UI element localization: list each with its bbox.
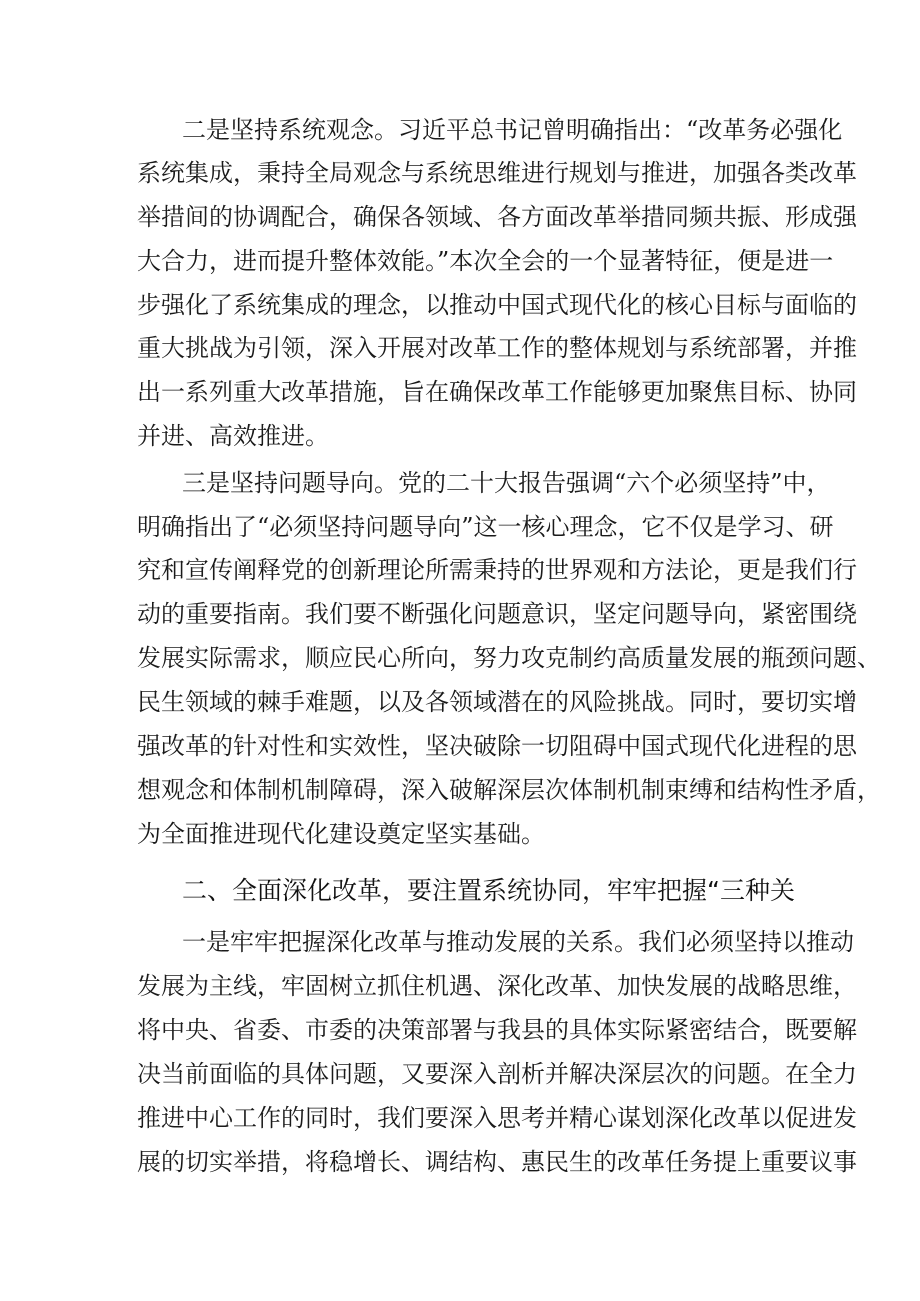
paragraph-1-line-7: 出一系列重大改革措施，旨在确保改革工作能够更加聚焦目标、协同 xyxy=(137,378,857,406)
paragraph-2-line-9: 为全面推进现代化建设奠定坚实基础。 xyxy=(137,820,545,848)
paragraph-3-line-3: 将中央、省委、市委的决策部署与我县的具体实际紧密结合，既要解 xyxy=(137,1016,857,1044)
paragraph-2-line-5: 发展实际需求，顺应民心所向，努力攻克制约高质量发展的瓶颈问题、 xyxy=(137,644,881,672)
paragraph-1-line-1: 二是坚持系统观念。习近平总书记曾明确指出：“改革务必强化 xyxy=(182,116,843,144)
paragraph-1-line-3: 举措间的协调配合，确保各领域、各方面改革举措同频共振、形成强 xyxy=(137,203,857,231)
paragraph-1-line-4: 大合力，进而提升整体效能。”本次全会的一个显著特征，便是进一 xyxy=(137,247,834,275)
paragraph-1-line-2: 系统集成，秉持全局观念与系统思维进行规划与推进，加强各类改革 xyxy=(137,159,857,187)
paragraph-2-line-3: 究和宣传阐释党的创新理论所需秉持的世界观和方法论，更是我们行 xyxy=(137,556,857,584)
paragraph-3-line-5: 推进中心工作的同时，我们要深入思考并精心谋划深化改革以促进发 xyxy=(137,1104,857,1132)
section-heading: 二、全面深化改革，要注置系统协同，牢牢把握“三种关 xyxy=(182,876,795,905)
paragraph-3-line-2: 发展为主线，牢固树立抓住机遇、深化改革、加快发展的战略思维， xyxy=(137,972,857,1000)
paragraph-2-line-7: 强改革的针对性和实效性，坚决破除一切阻碍中国式现代化进程的思 xyxy=(137,732,857,760)
paragraph-2-line-4: 动的重要指南。我们要不断强化问题意识，坚定问题导向，紧密围绕 xyxy=(137,600,857,628)
paragraph-3-line-1: 一是牢牢把握深化改革与推动发展的关系。我们必须坚持以推动 xyxy=(182,928,854,956)
paragraph-2-line-1: 三是坚持问题导向。党的二十大报告强调“六个必须坚持”中， xyxy=(182,469,831,497)
paragraph-1-line-5: 步强化了系统集成的理念，以推动中国式现代化的核心目标与面临的 xyxy=(137,291,857,319)
paragraph-3-line-6: 展的切实举措，将稳增长、调结构、惠民生的改革任务提上重要议事 xyxy=(137,1148,857,1176)
paragraph-2-line-8: 想观念和体制机制障碍，深入破解深层次体制机制束缚和结构性矛盾， xyxy=(137,776,881,804)
paragraph-2-line-6: 民生领域的棘手难题，以及各领域潜在的风险挑战。同时，要切实增 xyxy=(137,688,857,716)
paragraph-3-line-4: 决当前面临的具体问题，又要深入剖析并解决深层次的问题。在全力 xyxy=(137,1060,857,1088)
paragraph-2-line-2: 明确指出了“必须坚持问题导向”这一核心理念，它不仅是学习、研 xyxy=(137,513,834,541)
paragraph-1-line-6: 重大挑战为引领，深入开展对改革工作的整体规划与系统部署，并推 xyxy=(137,334,857,362)
paragraph-1-line-8: 并进、高效推进。 xyxy=(137,422,329,450)
